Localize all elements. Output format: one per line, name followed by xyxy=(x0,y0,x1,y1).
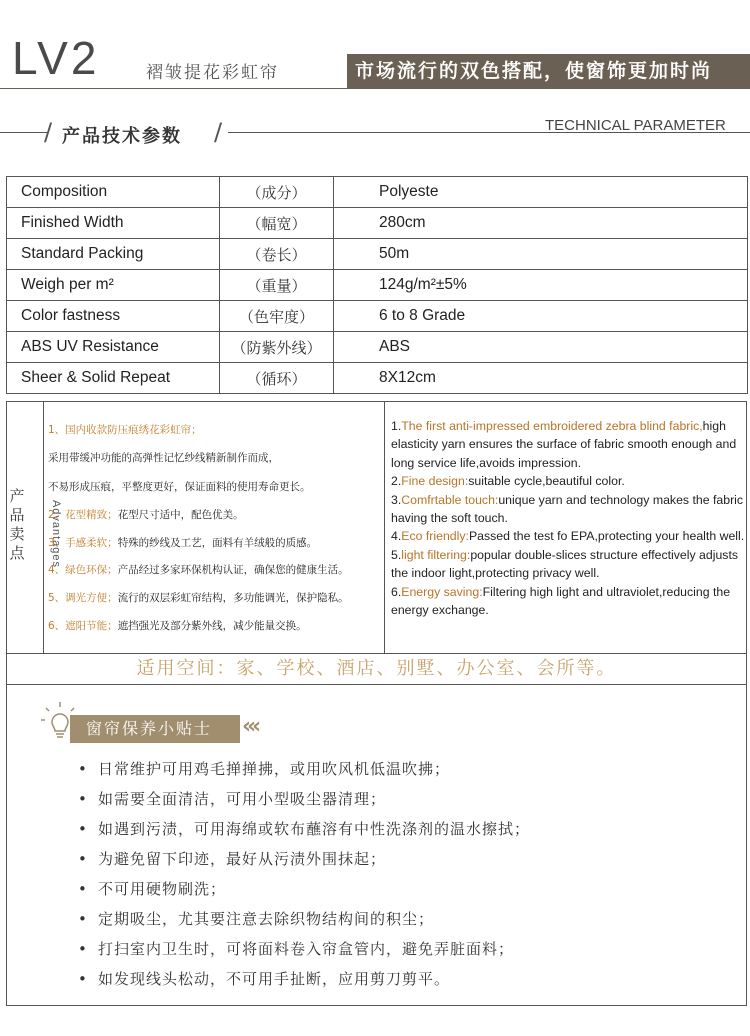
slogan-banner: 市场流行的双色搭配，使窗饰更加时尚 xyxy=(347,54,750,88)
item-text: 产品经过多家环保机构认证，确保您的健康生活。 xyxy=(117,564,349,576)
param-cn: （防紫外线） xyxy=(220,332,334,363)
item-text: 遮挡强光及部分紫外线，减少能量交换。 xyxy=(117,620,307,632)
item-highlight: 1、国内收款防压痕绣花彩虹帘； xyxy=(48,424,202,436)
list-item xyxy=(78,938,514,959)
list-item xyxy=(48,507,244,522)
item-text: 采用带缓冲功能的高弹性记忆纱线精新制作而成， xyxy=(48,452,279,464)
advantages-divider xyxy=(384,401,385,654)
tip-text: 打扫室内卫生时，可将面料卷入帘盒管内，避免弄脏面料； xyxy=(98,940,515,958)
item-highlight: 3、手感柔软； xyxy=(48,537,118,549)
param-cn: （卷长） xyxy=(220,239,334,270)
item-text: popular double-slices structure effectively adjusts the indoor light,protecting privacy well. xyxy=(391,547,739,581)
item-text: Passed the test fo EPA,protecting your health well. xyxy=(468,529,745,544)
item-highlight: light filtering: xyxy=(401,547,471,562)
tip-text: 如发现线头松动，不可用手扯断，应用剪刀剪平。 xyxy=(98,970,451,988)
tips-title: 窗帘保养小贴士 xyxy=(70,715,240,743)
item-highlight: 4、绿色环保； xyxy=(48,564,118,576)
param-value: Polyeste xyxy=(334,177,748,208)
item-highlight: The first anti-impressed embroidered zebra blind fabric, xyxy=(401,419,703,433)
item-text: 特殊的纱线及工艺，面料有羊绒般的质感。 xyxy=(117,537,318,549)
list-item xyxy=(48,479,311,494)
list-item xyxy=(391,583,745,620)
item-number: 3. xyxy=(391,492,402,507)
param-value: ABS xyxy=(334,332,748,363)
logo: LV2 xyxy=(12,32,100,84)
list-item xyxy=(78,788,386,809)
chevron-decoration-icon: ‹‹‹ xyxy=(242,714,258,739)
list-item xyxy=(78,908,434,929)
item-text: suitable cycle,beautiful color. xyxy=(468,474,625,489)
param-value: 8X12cm xyxy=(334,363,748,394)
param-cn: （色牢度） xyxy=(220,301,334,332)
bullet-icon: • xyxy=(78,820,88,838)
item-number: 1. xyxy=(391,419,402,433)
product-subtitle: 褶皱提花彩虹帘 xyxy=(146,63,279,83)
item-highlight: Energy saving: xyxy=(401,584,483,599)
param-cn: （重量） xyxy=(220,270,334,301)
section-title-en: TECHNICAL PARAMETER xyxy=(545,117,726,134)
bullet-icon: • xyxy=(78,940,88,958)
param-name: Weigh per m² xyxy=(7,270,220,301)
param-value: 124g/m²±5% xyxy=(334,270,748,301)
item-text: unique yarn and technology makes the fabric having the soft touch. xyxy=(391,492,744,526)
item-highlight: 6、遮阳节能； xyxy=(48,620,118,632)
table-row xyxy=(7,239,748,270)
header-divider xyxy=(0,88,750,89)
advantages-label-en: Advantages xyxy=(50,499,62,569)
list-item xyxy=(391,472,745,490)
list-item xyxy=(391,546,745,583)
section-title: 产品技术参数 xyxy=(62,126,182,147)
list-item xyxy=(48,450,279,465)
slash-decoration: / xyxy=(44,118,53,146)
item-text: high elasticity yarn ensures the surface of fabric smooth enough and long service life,avoids impression. xyxy=(391,419,737,470)
item-text: 花型尺寸适中，配色优美。 xyxy=(117,509,244,521)
item-highlight: Eco friendly: xyxy=(401,529,469,544)
list-item xyxy=(78,968,450,989)
tip-text: 如遇到污渍，可用海绵或软布蘸溶有中性洗涤剂的温水擦拭； xyxy=(98,820,531,838)
item-text: Filtering high light and ultraviolet,reducing the energy exchange. xyxy=(391,584,731,618)
bullet-icon: • xyxy=(78,850,88,868)
item-number: 4. xyxy=(391,529,402,544)
tip-text: 为避免留下印迹，最好从污渍外围抹起； xyxy=(98,850,387,868)
table-row xyxy=(7,301,748,332)
item-highlight: 2、花型精致； xyxy=(48,509,118,521)
param-cn: （幅宽） xyxy=(220,208,334,239)
item-highlight: Comfrtable touch: xyxy=(401,492,499,507)
param-cn: （循环） xyxy=(220,363,334,394)
param-cn: （成分） xyxy=(220,177,334,208)
item-text: 流行的双层彩虹帘结构，多功能调光，保护隐私。 xyxy=(117,592,349,604)
item-number: 5. xyxy=(391,547,402,562)
list-item xyxy=(391,417,745,472)
bullet-icon: • xyxy=(78,760,88,778)
param-name: Composition xyxy=(7,177,220,208)
item-number: 6. xyxy=(391,584,402,599)
parameter-table xyxy=(6,176,748,394)
tip-text: 日常维护可用鸡毛掸掸拂，或用吹风机低温吹拂； xyxy=(98,760,451,778)
list-item xyxy=(391,527,745,545)
section-rule-left xyxy=(0,132,48,133)
table-row xyxy=(7,332,748,363)
param-name: Finished Width xyxy=(7,208,220,239)
param-value: 6 to 8 Grade xyxy=(334,301,748,332)
table-row xyxy=(7,363,748,394)
param-value: 50m xyxy=(334,239,748,270)
applicable-spaces: 适用空间：家、学校、酒店、别墅、办公室、会所等。 xyxy=(6,654,747,685)
advantages-label-cn: 产品卖点 xyxy=(9,487,25,562)
list-item xyxy=(391,491,745,528)
slash-decoration: / xyxy=(214,118,223,146)
list-item xyxy=(48,562,349,577)
list-item xyxy=(78,848,386,869)
list-item xyxy=(78,878,226,899)
list-item xyxy=(78,758,450,779)
tip-text: 不可用硬物刷洗； xyxy=(98,880,227,898)
table-row xyxy=(7,270,748,301)
param-name: Color fastness xyxy=(7,301,220,332)
bullet-icon: • xyxy=(78,970,88,988)
list-item xyxy=(78,818,530,839)
param-value: 280cm xyxy=(334,208,748,239)
item-text: 不易形成压痕，平整度更好，保证面料的使用寿命更长。 xyxy=(48,481,311,493)
item-highlight: 5、调光方便； xyxy=(48,592,118,604)
table-row xyxy=(7,177,748,208)
bullet-icon: • xyxy=(78,880,88,898)
item-number: 2. xyxy=(391,474,402,489)
param-name: Sheer & Solid Repeat xyxy=(7,363,220,394)
list-item xyxy=(48,618,307,633)
tip-text: 定期吸尘，尤其要注意去除织物结构间的积尘； xyxy=(98,910,435,928)
tip-text: 如需要全面清洁，可用小型吸尘器清理； xyxy=(98,790,387,808)
advantages-en-list xyxy=(391,417,745,619)
item-highlight: Fine design: xyxy=(401,474,469,489)
list-item xyxy=(48,590,349,605)
list-item xyxy=(48,535,317,550)
bullet-icon: • xyxy=(78,910,88,928)
param-name: ABS UV Resistance xyxy=(7,332,220,363)
table-row xyxy=(7,208,748,239)
param-name: Standard Packing xyxy=(7,239,220,270)
bullet-icon: • xyxy=(78,790,88,808)
list-item xyxy=(48,422,202,437)
